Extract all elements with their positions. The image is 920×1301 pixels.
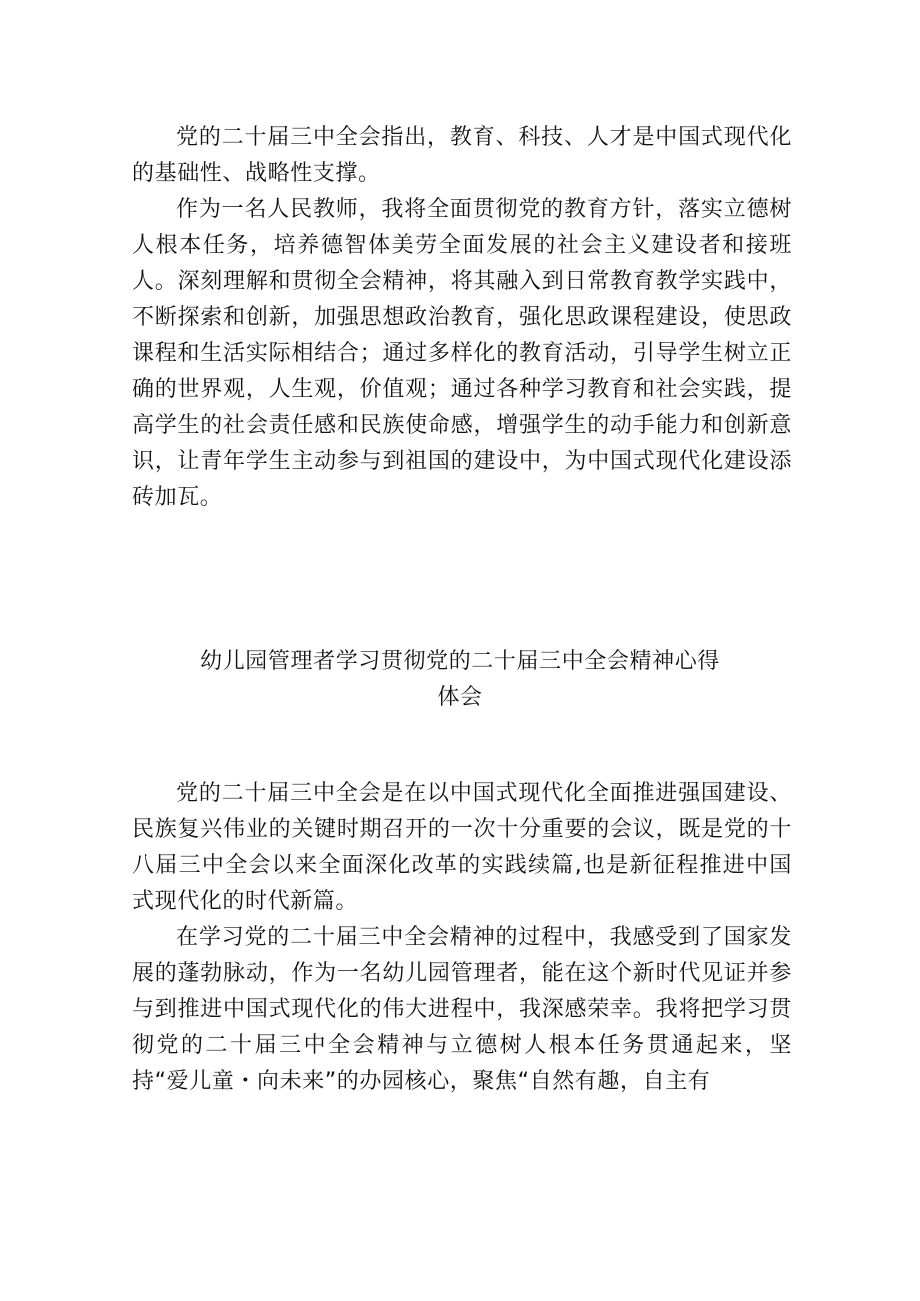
paragraph-teacher-commitment: 作为一名人民教师，我将全面贯彻党的教育方针，落实立德树人根本任务，培养德智体美劳全面发展的社会主义建设者和接班人。深刻理解和贯彻全会精神，将其融入到日常教育教学实践中，不断探索和创新，加强思想政治教育，强化思政课程建设，使思政课程和生活实际相结合；通过多样化的教育活动，引导学生树立正确的世界观，人生观，价值观；通过各种学习教育和社会实践，提高学生的社会责任感和民族使命感，增强学生的动手能力和创新意识，让青年学生主动参与到祖国的建设中，为中国式现代化建设添砖加瓦。 bbox=[132, 197, 792, 510]
article-title bbox=[152, 644, 768, 716]
article-title-line-1: 幼儿园管理者学习贯彻党的二十届三中全会精神心得 bbox=[200, 649, 720, 674]
section-teacher-reflection bbox=[132, 120, 792, 516]
paragraph-intro: 党的二十届三中全会指出，教育、科技、人才是中国式现代化的基础性、战略性支撑。 bbox=[132, 125, 792, 186]
article-title-line-2: 体会 bbox=[437, 685, 483, 710]
paragraph-manager-commitment: 在学习党的二十届三中全会精神的过程中，我感受到了国家发展的蓬勃脉动，作为一名幼儿园管理者，能在这个新时代见证并参与到推进中国式现代化的伟大进程中，我深感荣幸。我将把学习贯彻党的二十届三中全会精神与立德树人根本任务贯通起来，坚持“爱儿童・向未来”的办园核心，聚焦“自然有趣，自主有 bbox=[132, 925, 792, 1094]
paragraph-plenum-significance: 党的二十届三中全会是在以中国式现代化全面推进强国建设、民族复兴伟业的关键时期召开的一次十分重要的会议，既是党的十八届三中全会以来全面深化改革的实践续篇,也是新征程推进中国式现代化的时代新篇。 bbox=[132, 781, 792, 914]
section-kindergarten-reflection bbox=[132, 776, 792, 1100]
